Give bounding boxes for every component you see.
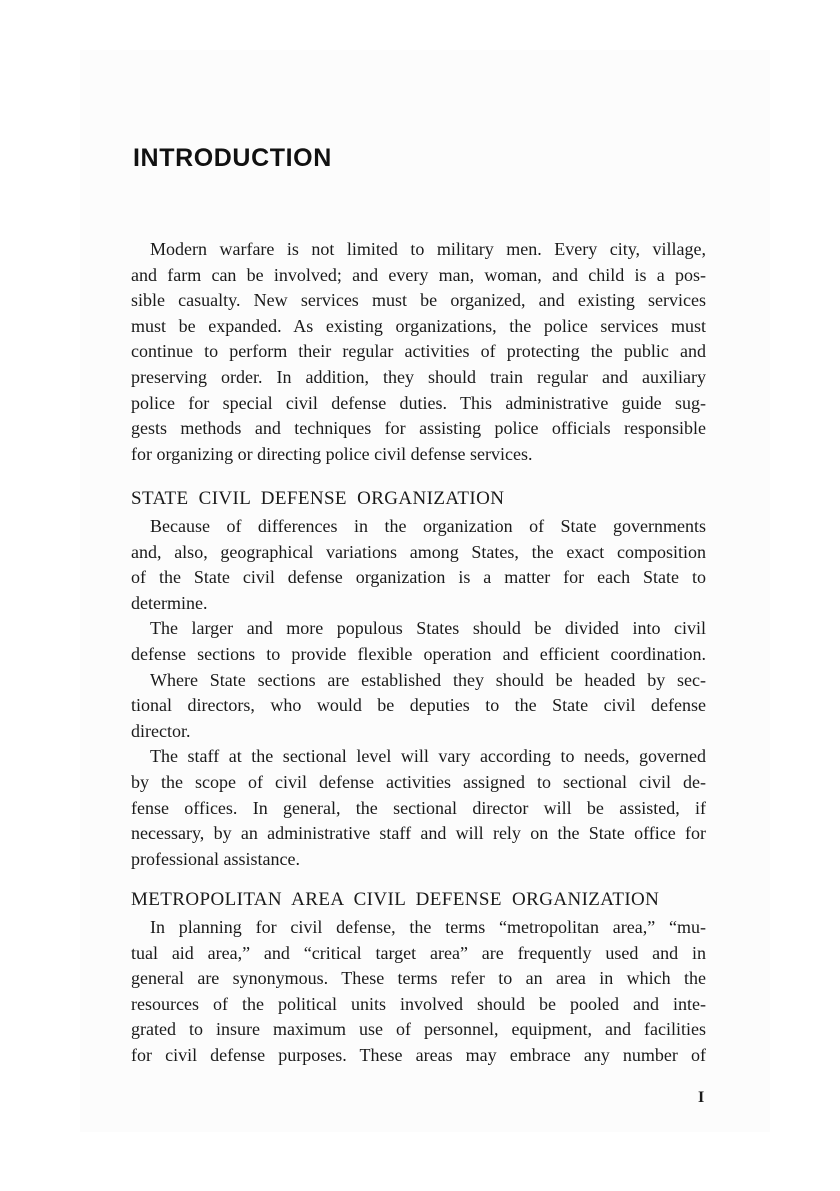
text-line: for civil defense purposes. These areas may embrace any number of xyxy=(131,1044,706,1065)
text-line: The larger and more populous States should be divided into civil xyxy=(150,618,706,639)
text-line: and, also, geographical variations among States, the exact composition xyxy=(131,541,706,562)
text-line: In planning for civil defense, the terms “metropolitan area,” “mu- xyxy=(150,917,706,937)
page-title: INTRODUCTION xyxy=(133,144,332,172)
text-line: Where State sections are established they should be headed by sec- xyxy=(150,669,706,690)
text-line: determine. xyxy=(131,592,208,613)
section-heading: STATE CIVIL DEFENSE ORGANIZATION xyxy=(131,488,505,509)
text-line: professional assistance. xyxy=(131,848,300,869)
text-line: Because of differences in the organization of State governments xyxy=(150,516,706,536)
metropolitan-section xyxy=(131,885,706,1069)
text-line: must be expanded. As existing organizations, the police services must xyxy=(131,315,706,336)
text-line: necessary, by an administrative staff and will rely on the State office for xyxy=(131,823,706,844)
state-section xyxy=(131,484,706,872)
text-line: gests methods and techniques for assisting police officials responsible xyxy=(131,418,706,439)
intro-section xyxy=(131,237,706,467)
text-line: Modern warfare is not limited to military men. Every city, village, xyxy=(150,239,706,259)
text-line: and farm can be involved; and every man, woman, and child is a pos- xyxy=(131,264,706,285)
text-line: fense offices. In general, the sectional director will be assisted, if xyxy=(131,797,706,818)
text-line: sible casualty. New services must be organized, and existing services xyxy=(131,290,706,311)
page-number: I xyxy=(698,1089,705,1106)
text-line: police for special civil defense duties. This administrative guide sug- xyxy=(131,392,706,413)
section-heading: METROPOLITAN AREA CIVIL DEFENSE ORGANIZATION xyxy=(131,889,660,910)
text-line: director. xyxy=(131,720,191,741)
text-line: resources of the political units involved should be pooled and inte- xyxy=(131,993,706,1014)
text-line: grated to insure maximum use of personnel, equipment, and facilities xyxy=(131,1019,706,1040)
text-line: tual aid area,” and “critical target area” are frequently used and in xyxy=(131,942,706,963)
text-line: tional directors, who would be deputies to the State civil defense xyxy=(131,695,706,716)
text-line: continue to perform their regular activities of protecting the public and xyxy=(131,341,706,362)
text-line: general are synonymous. These terms refer to an area in which the xyxy=(131,968,706,989)
text-line: preserving order. In addition, they should train regular and auxiliary xyxy=(131,366,706,387)
text-line: The staff at the sectional level will vary according to needs, governed xyxy=(150,746,706,767)
text-line: for organizing or directing police civil defense services. xyxy=(131,443,533,464)
text-line: of the State civil defense organization is a matter for each State to xyxy=(131,567,706,588)
text-line: defense sections to provide flexible operation and efficient coordination. xyxy=(131,643,706,664)
text-line: by the scope of civil defense activities assigned to sectional civil de- xyxy=(131,771,706,792)
